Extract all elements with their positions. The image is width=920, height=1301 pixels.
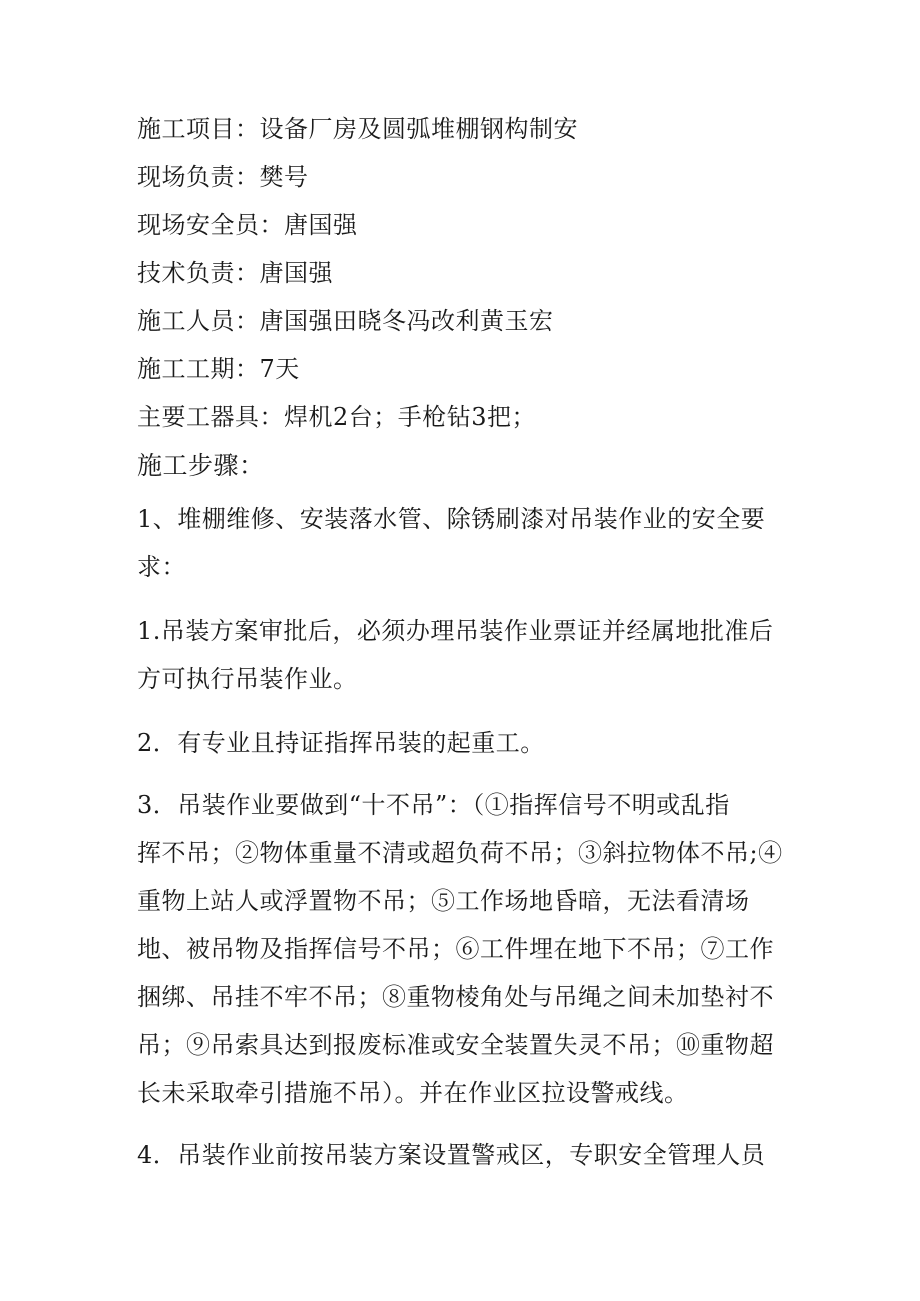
section-1-line-2: 求： (137, 553, 186, 581)
safety-officer-line: 现场安全员：唐国强 (137, 211, 358, 239)
project-line: 施工项目：设备厂房及圆弧堆棚钢构制安 (137, 115, 578, 143)
steps-heading: 施工步骤： (137, 451, 265, 480)
item-4-line-1: 4．吊装作业前按吊装方案设置警戒区，专职安全管理人员 (137, 1141, 766, 1169)
item-3-line-2: 挥不吊；②物体重量不清或超负荷不吊；③斜拉物体不吊;④ (137, 839, 783, 867)
item-1-line-1: 1.吊装方案审批后，必须办理吊装作业票证并经属地批准后 (137, 617, 774, 645)
technical-lead-line: 技术负责：唐国强 (137, 259, 333, 287)
tools-line: 主要工器具：焊机2台；手枪钻3把； (137, 403, 537, 431)
item-3-line-5: 捆绑、吊挂不牢不吊；⑧重物棱角处与吊绳之间未加垫衬不 (137, 983, 774, 1011)
workers-line: 施工人员：唐国强田晓冬冯改利黄玉宏 (137, 307, 554, 335)
item-2-line-1: 2．有专业且持证指挥吊装的起重工。 (137, 729, 545, 757)
item-3-line-1: 3．吊装作业要做到“十不吊”：（①指挥信号不明或乱指 (137, 791, 730, 819)
item-3-line-4: 地、被吊物及指挥信号不吊；⑥工件埋在地下不吊；⑦工作 (137, 935, 774, 963)
section-1-line-1: 1、堆棚维修、安装落水管、除锈刷漆对吊装作业的安全要 (137, 505, 766, 533)
item-3-line-6: 吊；⑨吊索具达到报废标准或安全装置失灵不吊；⑩重物超 (137, 1031, 774, 1059)
item-3-line-3: 重物上站人或浮置物不吊；⑤工作场地昏暗，无法看清场 (137, 887, 750, 915)
site-manager-line: 现场负责：樊号 (137, 163, 309, 191)
item-1-line-2: 方可执行吊装作业。 (137, 665, 358, 693)
item-3-line-7: 长未采取牵引措施不吊）。并在作业区拉设警戒线。 (137, 1079, 689, 1107)
duration-line: 施工工期：7天 (137, 355, 300, 383)
